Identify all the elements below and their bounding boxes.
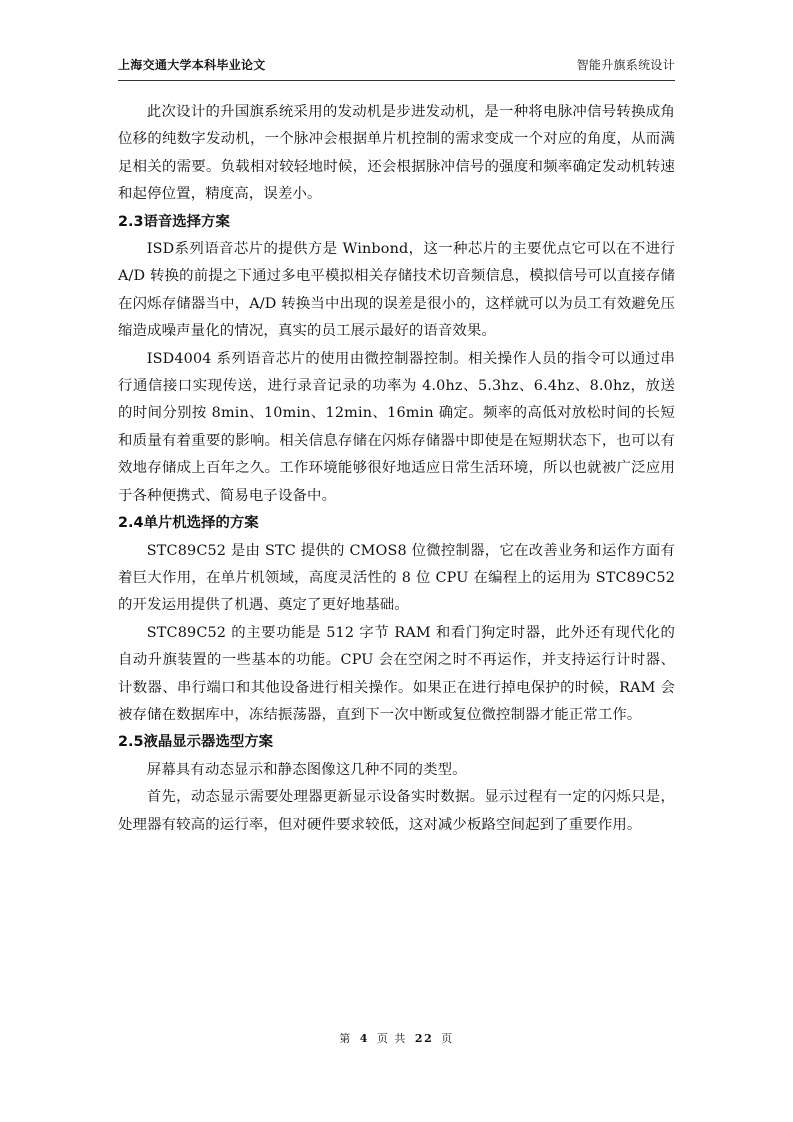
- page-number: 4: [359, 1032, 369, 1045]
- paragraph-display-types: 屏幕具有动态显示和静态图像这几种不同的类型。: [146, 761, 467, 778]
- paragraph-stc89c52-intro: STC89C52 是由 STC 提供的 CMOS8 位微控制器，它在改善业务和运作方面有着巨大作用，在单片机领域，高度灵活性的 8 位 CPU 在编程上的运用为 STC89C52的开发运用提供了机遇、奠定了更好地基础。: [118, 542, 675, 614]
- total-pages: 22: [414, 1032, 434, 1045]
- paragraph-isd-chip: ISD系列语音芯片的提供方是 Winbond，这一种芯片的主要优点它可以在不进行 A/D 转换的前提之下通过多电平模拟相关存储技术切音频信息，模拟信号可以直接存储在闪烁存储器当中，A/D 转换当中出现的误差是很小的，这样就可以为员工有效避免压缩造成噪声量化的情况，真实的员工展示最好的语音效果。: [118, 241, 675, 340]
- paragraph-stc89c52-functions: STC89C52 的主要功能是 512 字节 RAM 和看门狗定时器，此外还有现代化的自动升旗装置的一些基本的功能。CPU 会在空闲之时不再运作，并支持运行计时器、计数器、串行端口和其他设备进行相关操作。如果正在进行掉电保护的时候，RAM 会被存储在数据库中，冻结振荡器，直到下一次中断或复位微控制器才能正常工作。: [118, 624, 675, 723]
- page-footer: [0, 1030, 793, 1046]
- footer-suffix: 页: [441, 1032, 454, 1045]
- section-heading-2-5: 2.5液晶显示器选型方案: [118, 734, 274, 751]
- footer-prefix: 第: [339, 1032, 352, 1045]
- page-body: [118, 99, 675, 839]
- section-heading-2-3: 2.3语音选择方案: [118, 213, 230, 230]
- paragraph-dynamic-display: 首先，动态显示需要处理器更新显示设备实时数据。显示过程有一定的闪烁只是，处理器有较高的运行率，但对硬件要求较低，这对减少板路空间起到了重要作用。: [118, 789, 675, 833]
- footer-middle: 页 共: [376, 1032, 407, 1045]
- thesis-topic-title: 智能升旗系统设计: [576, 58, 675, 72]
- paragraph-stepper-motor: 此次设计的升国旗系统采用的发动机是步进发动机，是一种将电脉冲信号转换成角位移的纯数字发动机，一个脉冲会根据单片机控制的需求变成一个对应的角度，从而满足相关的需要。负载相对较轻地时候，还会根据脉冲信号的强度和频率确定发动机转速和起停位置，精度高，误差小。: [118, 104, 675, 203]
- paragraph-isd4004: ISD4004 系列语音芯片的使用由微控制器控制。相关操作人员的指令可以通过串行通信接口实现传送，进行录音记录的功率为 4.0hz、5.3hz、6.4hz、8.0hz，放送的时间分别按 8min、10min、12min、16min 确定。频率的高低对放松时间的长短和质量有着重要的影响。相关信息存储在闪烁存储器中即使是在短期状态下，也可以有效地存储成上百年之久。工作环境能够很好地适应日常生活环境，所以也就被广泛应用于各种便携式、简易电子设备中。: [118, 350, 675, 504]
- page-header: [118, 50, 675, 81]
- section-heading-2-4: 2.4单片机选择的方案: [118, 515, 259, 532]
- thesis-university-title: 上海交通大学本科毕业论文: [118, 58, 266, 72]
